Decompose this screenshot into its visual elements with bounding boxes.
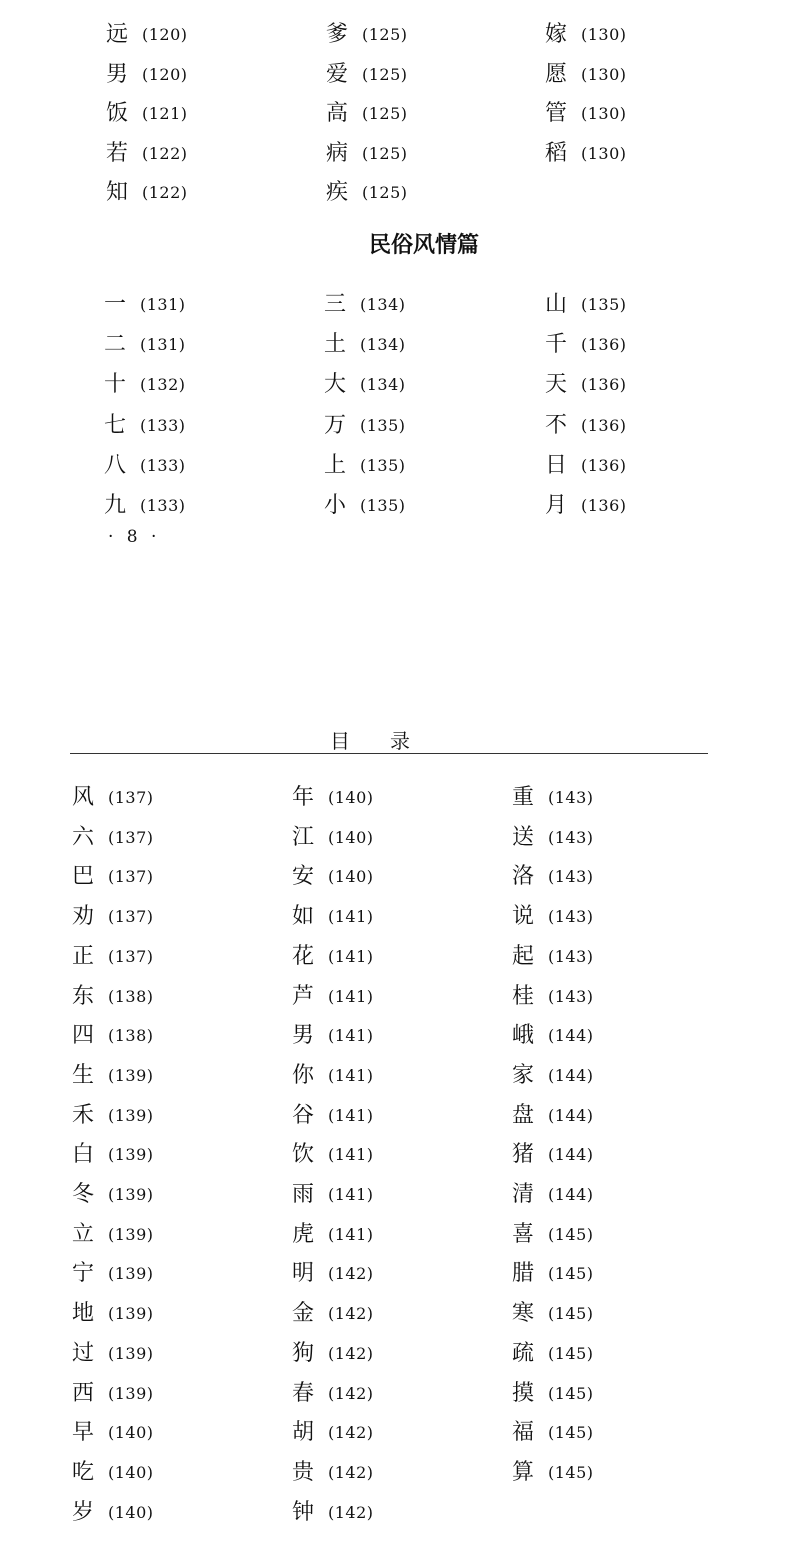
index-entry <box>72 1379 154 1409</box>
index-entry <box>545 491 627 521</box>
entry-page-number: (141) <box>328 986 374 1006</box>
entry-page-number: (140) <box>328 788 374 807</box>
entry-character: 饭 <box>106 101 129 126</box>
entry-page-number: (141) <box>328 1065 374 1085</box>
entry-page-number: (145) <box>548 1343 594 1363</box>
entry-page-number: (145) <box>548 1264 594 1284</box>
entry-character: 吃 <box>72 1459 95 1485</box>
entry-character: 小 <box>324 493 347 518</box>
entry-page-number: (130) <box>581 25 627 44</box>
index-entry <box>326 20 408 50</box>
entry-page-number: (141) <box>328 1105 374 1125</box>
entry-character: 岁 <box>72 1499 95 1525</box>
entry-character: 花 <box>292 943 315 969</box>
index-entry <box>104 370 186 400</box>
index-entry <box>545 411 627 441</box>
entry-page-number: (141) <box>328 1026 374 1046</box>
entry-character: 狗 <box>292 1340 315 1366</box>
entry-character: 你 <box>292 1062 315 1088</box>
index-entry <box>292 1498 374 1528</box>
entry-character: 病 <box>326 140 349 166</box>
index-entry <box>104 290 186 320</box>
section-heading: 民俗风情篇 <box>368 233 479 258</box>
entry-character: 日 <box>545 452 568 478</box>
entry-page-number: (125) <box>362 25 408 44</box>
index-entry <box>512 1379 594 1409</box>
index-entry <box>512 942 594 972</box>
index-entry <box>292 1379 374 1409</box>
entry-page-number: (133) <box>140 455 186 475</box>
entry-character: 寒 <box>512 1301 535 1327</box>
entry-character: 八 <box>104 452 127 478</box>
entry-character: 春 <box>292 1380 315 1406</box>
entry-page-number: (120) <box>142 64 188 84</box>
entry-page-number: (144) <box>548 1026 594 1046</box>
index-entry <box>106 178 188 208</box>
entry-character: 远 <box>106 22 129 47</box>
entry-page-number: (130) <box>581 64 627 84</box>
index-entry <box>512 862 594 892</box>
index-entry <box>72 1140 154 1170</box>
entry-character: 江 <box>292 824 315 850</box>
entry-character: 早 <box>72 1420 95 1446</box>
entry-page-number: (136) <box>581 375 627 395</box>
entry-page-number: (139) <box>108 1264 154 1284</box>
entry-character: 一 <box>104 292 127 317</box>
index-entry <box>512 1259 594 1289</box>
entry-page-number: (136) <box>581 455 627 475</box>
entry-page-number: (140) <box>108 1423 154 1443</box>
entry-character: 生 <box>72 1062 95 1088</box>
index-entry <box>72 823 154 853</box>
entry-page-number: (139) <box>108 1304 154 1324</box>
entry-character: 明 <box>292 1261 315 1287</box>
entry-page-number: (143) <box>548 946 594 966</box>
index-entry <box>324 491 406 521</box>
entry-character: 六 <box>72 824 95 850</box>
entry-character: 胡 <box>292 1420 315 1446</box>
entry-character: 洛 <box>512 864 535 890</box>
index-entry <box>545 60 627 90</box>
entry-character: 千 <box>545 332 568 358</box>
entry-page-number: (136) <box>581 335 627 355</box>
entry-character: 安 <box>292 864 315 890</box>
index-entry <box>72 783 154 813</box>
entry-character: 宁 <box>72 1261 95 1287</box>
entry-page-number: (143) <box>548 867 594 887</box>
index-entry <box>512 1299 594 1329</box>
entry-character: 男 <box>292 1023 315 1049</box>
index-entry <box>512 1140 594 1170</box>
index-entry <box>72 1101 154 1131</box>
entry-character: 三 <box>324 292 347 317</box>
index-entry <box>106 20 188 50</box>
index-entry <box>545 330 627 360</box>
entry-page-number: (131) <box>140 295 186 314</box>
entry-page-number: (142) <box>328 1423 374 1443</box>
entry-character: 福 <box>512 1420 535 1446</box>
index-entry <box>512 1180 594 1210</box>
entry-character: 地 <box>72 1301 95 1327</box>
index-entry <box>292 1418 374 1448</box>
entry-character: 土 <box>324 332 347 358</box>
entry-page-number: (140) <box>108 1462 154 1482</box>
entry-character: 说 <box>512 904 535 930</box>
entry-page-number: (143) <box>548 907 594 927</box>
index-entry <box>292 1220 374 1250</box>
index-entry <box>324 370 406 400</box>
entry-page-number: (120) <box>142 25 188 44</box>
entry-character: 稻 <box>545 140 568 166</box>
entry-character: 十 <box>104 372 127 398</box>
entry-page-number: (139) <box>108 1065 154 1085</box>
entry-page-number: (135) <box>360 455 406 475</box>
index-entry <box>72 1259 154 1289</box>
entry-character: 爱 <box>326 61 349 87</box>
entry-page-number: (141) <box>328 946 374 966</box>
index-entry <box>292 942 374 972</box>
index-entry <box>545 139 627 169</box>
index-entry <box>512 1339 594 1369</box>
index-entry <box>324 411 406 441</box>
index-entry <box>512 1101 594 1131</box>
entry-page-number: (141) <box>328 1185 374 1204</box>
entry-page-number: (131) <box>140 335 186 355</box>
index-entry <box>104 411 186 441</box>
entry-page-number: (121) <box>142 104 188 123</box>
entry-character: 起 <box>512 943 535 969</box>
index-entry <box>512 902 594 932</box>
entry-character: 芦 <box>292 983 315 1009</box>
entry-character: 如 <box>292 904 315 930</box>
entry-character: 重 <box>512 785 535 810</box>
entry-character: 峨 <box>512 1023 535 1049</box>
index-entry <box>106 60 188 90</box>
entry-page-number: (140) <box>108 1502 154 1522</box>
entry-character: 爹 <box>326 22 349 47</box>
entry-character: 虎 <box>292 1221 315 1247</box>
entry-page-number: (139) <box>108 1105 154 1125</box>
index-entry <box>292 783 374 813</box>
entry-character: 大 <box>324 372 347 398</box>
entry-character: 家 <box>512 1062 535 1088</box>
entry-character: 高 <box>326 101 349 126</box>
index-entry <box>72 1299 154 1329</box>
entry-character: 桂 <box>512 983 535 1009</box>
entry-page-number: (130) <box>581 143 627 163</box>
index-entry <box>106 139 188 169</box>
entry-character: 疾 <box>326 180 349 205</box>
entry-character: 雨 <box>292 1182 315 1207</box>
entry-character: 送 <box>512 824 535 850</box>
entry-page-number: (134) <box>360 295 406 314</box>
entry-page-number: (143) <box>548 986 594 1006</box>
entry-page-number: (137) <box>108 946 154 966</box>
entry-page-number: (137) <box>108 867 154 887</box>
entry-page-number: (139) <box>108 1145 154 1165</box>
index-entry <box>292 1101 374 1131</box>
index-entry <box>512 982 594 1012</box>
entry-page-number: (141) <box>328 907 374 927</box>
entry-character: 东 <box>72 983 95 1009</box>
entry-character: 山 <box>545 292 568 317</box>
entry-character: 二 <box>104 332 127 358</box>
page-number: · 8 · <box>108 527 161 547</box>
entry-page-number: (145) <box>548 1462 594 1482</box>
index-entry <box>324 290 406 320</box>
entry-character: 冬 <box>72 1182 95 1207</box>
entry-page-number: (144) <box>548 1105 594 1125</box>
entry-page-number: (141) <box>328 1145 374 1165</box>
index-entry <box>512 1061 594 1091</box>
entry-character: 愿 <box>545 61 568 87</box>
index-entry <box>292 1458 374 1488</box>
entry-page-number: (143) <box>548 827 594 847</box>
entry-page-number: (134) <box>360 335 406 355</box>
entry-page-number: (144) <box>548 1065 594 1085</box>
entry-page-number: (133) <box>140 415 186 435</box>
entry-character: 立 <box>72 1221 95 1247</box>
entry-character: 钟 <box>292 1499 315 1525</box>
entry-page-number: (142) <box>328 1264 374 1284</box>
entry-character: 巴 <box>72 864 95 890</box>
index-entry <box>512 1458 594 1488</box>
index-entry <box>72 902 154 932</box>
entry-character: 上 <box>324 452 347 478</box>
index-entry <box>326 178 408 208</box>
entry-character: 九 <box>104 493 127 518</box>
entry-page-number: (132) <box>140 375 186 395</box>
index-entry <box>104 491 186 521</box>
entry-character: 嫁 <box>545 22 568 47</box>
index-entry <box>512 1021 594 1051</box>
header-rule <box>70 753 708 754</box>
entry-page-number: (134) <box>360 375 406 395</box>
running-head: 目录 <box>330 729 450 753</box>
index-entry <box>72 942 154 972</box>
entry-page-number: (144) <box>548 1145 594 1165</box>
entry-page-number: (122) <box>142 143 188 163</box>
index-entry <box>72 1061 154 1091</box>
entry-page-number: (137) <box>108 788 154 807</box>
entry-character: 劝 <box>72 904 95 930</box>
entry-page-number: (141) <box>328 1224 374 1244</box>
entry-character: 年 <box>292 785 315 810</box>
entry-page-number: (140) <box>328 867 374 887</box>
index-entry <box>72 862 154 892</box>
entry-character: 喜 <box>512 1221 535 1247</box>
entry-page-number: (125) <box>362 104 408 123</box>
entry-page-number: (125) <box>362 143 408 163</box>
entry-page-number: (125) <box>362 183 408 202</box>
entry-page-number: (135) <box>360 415 406 435</box>
entry-character: 风 <box>72 785 95 810</box>
index-entry <box>292 982 374 1012</box>
entry-character: 饮 <box>292 1142 315 1168</box>
entry-character: 万 <box>324 412 347 438</box>
bottom-page <box>0 560 800 1546</box>
index-entry <box>72 1458 154 1488</box>
index-entry <box>292 823 374 853</box>
index-entry <box>545 290 627 320</box>
index-entry <box>292 1299 374 1329</box>
entry-character: 金 <box>292 1301 315 1327</box>
entry-page-number: (145) <box>548 1304 594 1324</box>
entry-page-number: (139) <box>108 1383 154 1403</box>
entry-page-number: (142) <box>328 1304 374 1324</box>
entry-character: 过 <box>72 1340 95 1366</box>
index-entry <box>72 1498 154 1528</box>
index-entry <box>106 99 188 129</box>
entry-page-number: (125) <box>362 64 408 84</box>
entry-character: 男 <box>106 61 129 87</box>
index-entry <box>512 1418 594 1448</box>
index-entry <box>292 862 374 892</box>
entry-page-number: (140) <box>328 827 374 847</box>
entry-character: 天 <box>545 372 568 398</box>
entry-character: 清 <box>512 1182 535 1207</box>
entry-character: 管 <box>545 101 568 126</box>
index-entry <box>292 902 374 932</box>
entry-page-number: (135) <box>581 295 627 314</box>
entry-character: 四 <box>72 1023 95 1049</box>
entry-page-number: (130) <box>581 104 627 123</box>
entry-character: 算 <box>512 1459 535 1485</box>
index-entry <box>324 330 406 360</box>
entry-page-number: (139) <box>108 1224 154 1244</box>
index-entry <box>326 99 408 129</box>
entry-character: 摸 <box>512 1380 535 1406</box>
entry-page-number: (139) <box>108 1343 154 1363</box>
entry-character: 正 <box>72 943 95 969</box>
index-entry <box>292 1021 374 1051</box>
entry-character: 疏 <box>512 1340 535 1366</box>
entry-character: 贵 <box>292 1459 315 1485</box>
entry-page-number: (143) <box>548 788 594 807</box>
entry-page-number: (122) <box>142 183 188 202</box>
entry-character: 腊 <box>512 1261 535 1287</box>
entry-page-number: (142) <box>328 1462 374 1482</box>
entry-page-number: (144) <box>548 1185 594 1204</box>
index-entry <box>292 1259 374 1289</box>
entry-character: 月 <box>545 493 568 518</box>
index-entry <box>72 1180 154 1210</box>
index-entry <box>104 330 186 360</box>
index-entry <box>545 370 627 400</box>
index-entry <box>324 451 406 481</box>
entry-page-number: (139) <box>108 1185 154 1204</box>
entry-page-number: (142) <box>328 1383 374 1403</box>
index-entry <box>72 982 154 1012</box>
entry-character: 猪 <box>512 1142 535 1168</box>
index-entry <box>545 99 627 129</box>
entry-page-number: (137) <box>108 907 154 927</box>
entry-page-number: (138) <box>108 986 154 1006</box>
index-entry <box>292 1339 374 1369</box>
index-entry <box>292 1061 374 1091</box>
index-entry <box>292 1180 374 1210</box>
entry-page-number: (136) <box>581 415 627 435</box>
index-entry <box>545 451 627 481</box>
index-entry <box>545 20 627 50</box>
entry-character: 西 <box>72 1380 95 1406</box>
entry-page-number: (142) <box>328 1343 374 1363</box>
entry-character: 若 <box>106 140 129 166</box>
entry-page-number: (145) <box>548 1383 594 1403</box>
index-entry <box>326 60 408 90</box>
entry-page-number: (136) <box>581 496 627 515</box>
index-entry <box>72 1021 154 1051</box>
entry-character: 知 <box>106 180 129 205</box>
entry-page-number: (138) <box>108 1026 154 1046</box>
entry-page-number: (145) <box>548 1423 594 1443</box>
entry-character: 禾 <box>72 1102 95 1128</box>
index-entry <box>292 1140 374 1170</box>
entry-page-number: (135) <box>360 496 406 515</box>
entry-character: 七 <box>104 412 127 438</box>
index-entry <box>72 1339 154 1369</box>
top-page <box>0 0 800 560</box>
entry-page-number: (142) <box>328 1502 374 1522</box>
index-entry <box>512 823 594 853</box>
index-entry <box>72 1220 154 1250</box>
entry-character: 盘 <box>512 1102 535 1128</box>
index-entry <box>104 451 186 481</box>
index-entry <box>326 139 408 169</box>
entry-page-number: (145) <box>548 1224 594 1244</box>
index-entry <box>512 1220 594 1250</box>
entry-character: 白 <box>72 1142 95 1168</box>
entry-character: 谷 <box>292 1102 315 1128</box>
entry-page-number: (133) <box>140 496 186 515</box>
index-entry <box>72 1418 154 1448</box>
entry-character: 不 <box>545 412 568 438</box>
index-entry <box>512 783 594 813</box>
entry-page-number: (137) <box>108 827 154 847</box>
